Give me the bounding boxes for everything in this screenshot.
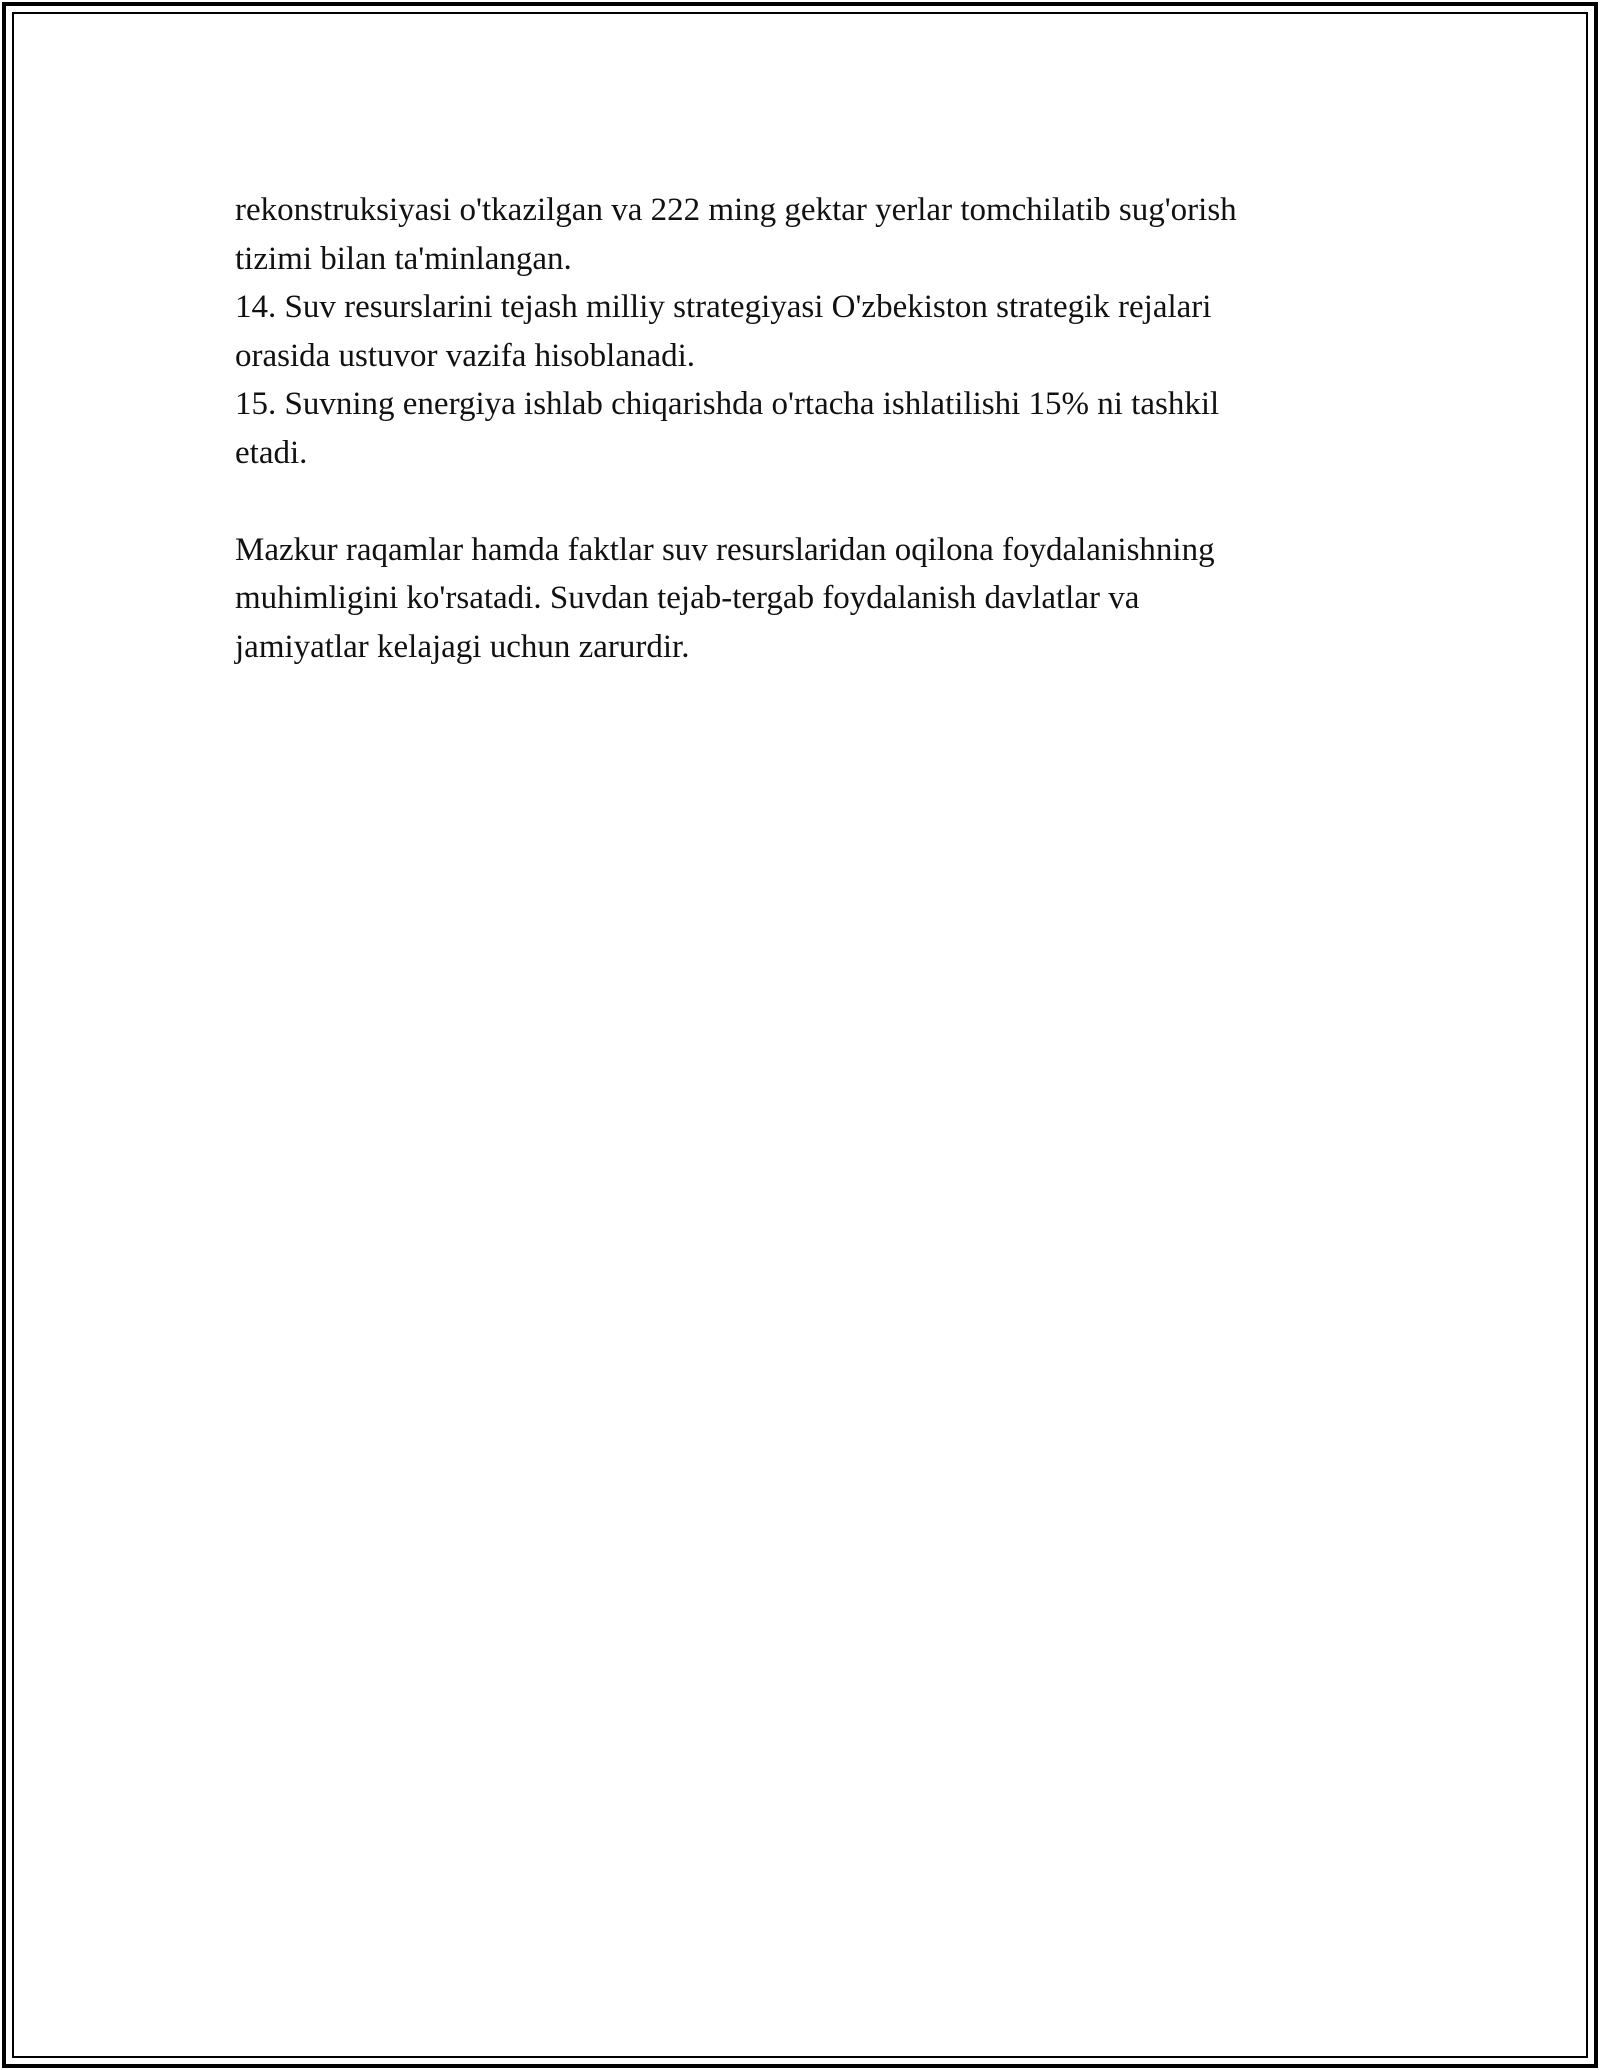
conclusion-line: jamiyatlar kelajagi uchun zarurdir. <box>235 628 690 665</box>
text-line: etadi. <box>235 434 308 471</box>
document-body <box>235 186 1385 671</box>
list-item-14: 14. Suv resurslarini tejash milliy strategiyasi O'zbekiston strategik rejalari <box>235 289 1212 325</box>
list-item-15: 15. Suvning energiya ishlab chiqarishda o'rtacha ishlatilishi 15% ni tashkil <box>235 386 1220 422</box>
text-line: rekonstruksiyasi o'tkazilgan va 222 ming gektar yerlar tomchilatib sug'orish <box>235 192 1237 228</box>
text-line: tizimi bilan ta'minlangan. <box>235 240 572 277</box>
conclusion-line: Mazkur raqamlar hamda faktlar suv resurslaridan oqilona foydalanishning <box>235 531 1215 568</box>
text-line: orasida ustuvor vazifa hisoblanadi. <box>235 337 696 374</box>
paragraph-gap <box>235 477 1385 526</box>
conclusion-line: muhimligini ko'rsatadi. Suvdan tejab-tergab foydalanish davlatlar va <box>235 580 1140 616</box>
